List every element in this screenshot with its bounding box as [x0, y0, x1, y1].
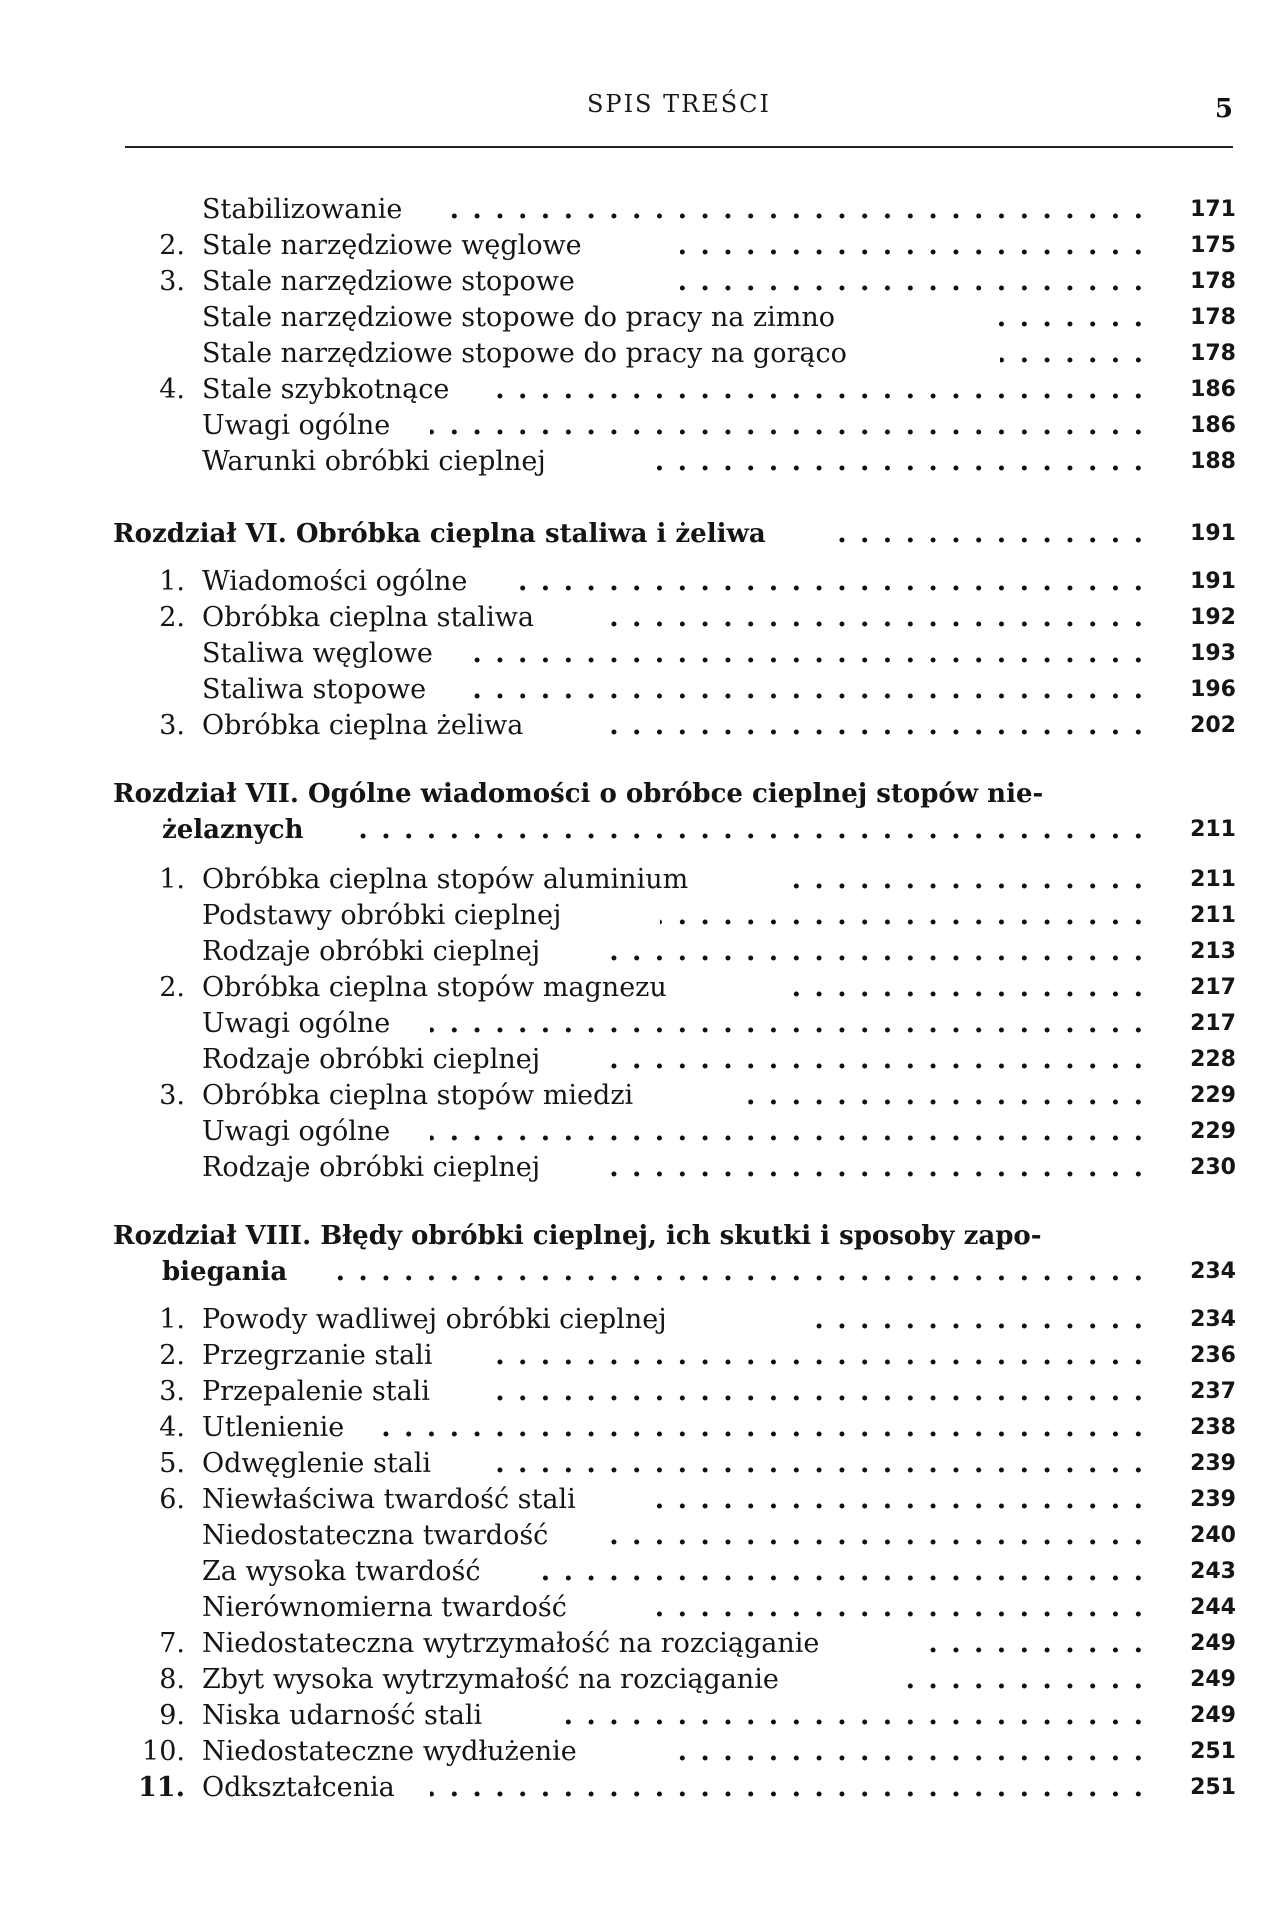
toc-entry-number: 9. [159, 1700, 185, 1731]
toc-entry [0, 1734, 1283, 1770]
toc-entry-page: 229 [1190, 1119, 1236, 1144]
toc-entry-page: 234 [1190, 1307, 1236, 1332]
toc-entry-page: 238 [1190, 1415, 1236, 1440]
toc-entry-number: 1. [159, 566, 185, 597]
toc-entry-label: Rodzaje obróbki cieplnej [202, 936, 541, 967]
toc-entry-page: 236 [1190, 1343, 1236, 1368]
toc-entry-page: 249 [1190, 1703, 1236, 1728]
chapter-heading-continuation [0, 1254, 1283, 1290]
toc-entry-number: 11. [138, 1772, 185, 1803]
toc-entry-page: 213 [1190, 939, 1236, 964]
toc-entry [0, 336, 1283, 372]
leader-dots [480, 1338, 1145, 1374]
leader-dots [480, 1374, 1145, 1410]
leader-dots [430, 408, 1145, 444]
toc-entry-page: 211 [1190, 817, 1236, 842]
toc-entry-page: 217 [1190, 975, 1236, 1000]
toc-entry-page: 186 [1190, 377, 1236, 402]
toc-entry-page: 186 [1190, 413, 1236, 438]
toc-entry-page: 239 [1190, 1451, 1236, 1476]
toc-entry-page: 171 [1190, 197, 1236, 222]
toc-entry-number: 2. [159, 1340, 185, 1371]
toc-entry [0, 636, 1283, 672]
toc-entry [0, 1518, 1283, 1554]
toc-entry-label: Obróbka cieplna stopów miedzi [202, 1080, 634, 1111]
toc-entry-number: 3. [159, 710, 185, 741]
toc-entry-label: Powody wadliwej obróbki cieplnej [202, 1304, 667, 1335]
toc-entry-number: 1. [159, 1304, 185, 1335]
toc-entry [0, 1626, 1283, 1662]
toc-entry-label: Stale narzędziowe węglowe [202, 230, 582, 261]
toc-entry-page: 188 [1190, 449, 1236, 474]
toc-entry [0, 1590, 1283, 1626]
toc-entry [0, 1662, 1283, 1698]
toc-entry-label: Stale narzędziowe stopowe do pracy na gorąco [202, 338, 847, 369]
toc-entry-page: 202 [1190, 713, 1236, 738]
chapter-title: Rozdział VIII. Błędy obróbki cieplnej, ich skutki i sposoby zapo- [113, 1221, 1042, 1251]
toc-entry [0, 1374, 1283, 1410]
toc-entry-page: 175 [1190, 233, 1236, 258]
toc-entry-label: Niewłaściwa twardość stali [202, 1484, 576, 1515]
toc-entry-label: Stabilizowanie [202, 194, 403, 225]
toc-entry-label: Staliwa stopowe [202, 674, 427, 705]
leader-dots [470, 636, 1145, 672]
toc-entry-label: Zbyt wysoka wytrzymałość na rozciąganie [202, 1664, 779, 1695]
toc-entry-label: Uwagi ogólne [202, 1116, 391, 1147]
toc-entry-label: Rodzaje obróbki cieplnej [202, 1152, 541, 1183]
leader-dots [640, 1590, 1145, 1626]
leader-dots [490, 372, 1145, 408]
toc-entry [0, 1114, 1283, 1150]
toc-entry-page: 178 [1190, 341, 1236, 366]
leader-dots [470, 672, 1145, 708]
toc-entry-label: Obróbka cieplna żeliwa [202, 710, 524, 741]
toc-entry-number: 10. [142, 1736, 185, 1767]
toc-entry-label: Za wysoka twardość [202, 1556, 481, 1587]
header-rule [125, 146, 1233, 148]
toc-entry-page: 191 [1190, 521, 1236, 546]
toc-entry-number: 5. [159, 1448, 185, 1479]
toc-entry-page: 249 [1190, 1667, 1236, 1692]
toc-entry-label: Niedostateczne wydłużenie [202, 1736, 577, 1767]
toc-entry-page: 243 [1190, 1559, 1236, 1584]
toc-entry-label: Odwęglenie stali [202, 1448, 432, 1479]
chapter-title: Rozdział VII. Ogólne wiadomości o obróbce cieplnej stopów nie- [113, 779, 1044, 809]
toc-entry [0, 672, 1283, 708]
toc-entry [0, 408, 1283, 444]
toc-entry-page: 191 [1190, 569, 1236, 594]
toc-entry-label: Przegrzanie stali [202, 1340, 433, 1371]
toc-entry-label: Wiadomości ogólne [202, 566, 468, 597]
toc-entry [0, 1410, 1283, 1446]
toc-entry [0, 1338, 1283, 1374]
leader-dots [560, 1698, 1145, 1734]
toc-entry-label: Uwagi ogólne [202, 1008, 391, 1039]
toc-entry-page: 249 [1190, 1631, 1236, 1656]
toc-entry-page: 178 [1190, 269, 1236, 294]
leader-dots [900, 1662, 1145, 1698]
toc-entry [0, 898, 1283, 934]
toc-entry-number: 3. [159, 1376, 185, 1407]
leader-dots [610, 1042, 1145, 1078]
toc-entry-label: Odkształcenia [202, 1772, 395, 1803]
chapter-heading [0, 1218, 1283, 1254]
toc-entry-page: 237 [1190, 1379, 1236, 1404]
toc-entry-label: Uwagi ogólne [202, 410, 391, 441]
toc-entry-label: Staliwa węglowe [202, 638, 433, 669]
toc-entry [0, 862, 1283, 898]
leader-dots [920, 1626, 1145, 1662]
leader-dots [610, 1150, 1145, 1186]
toc-entry-label: Obróbka cieplna stopów aluminium [202, 864, 689, 895]
toc-entry-number: 7. [159, 1628, 185, 1659]
toc-entry-page: 234 [1190, 1259, 1236, 1284]
chapter-title: żelaznych [162, 815, 304, 845]
leader-dots [780, 862, 1145, 898]
leader-dots [310, 1254, 1145, 1290]
leader-dots [610, 708, 1145, 744]
toc-entry [0, 1770, 1283, 1806]
toc-entry [0, 1006, 1283, 1042]
header-title: SPIS TREŚCI [586, 90, 772, 118]
toc-entry-page: 251 [1190, 1739, 1236, 1764]
leader-dots [780, 970, 1145, 1006]
toc-entry [0, 300, 1283, 336]
chapter-heading-continuation [0, 812, 1283, 848]
leader-dots [680, 264, 1145, 300]
toc-entry-label: Stale narzędziowe stopowe [202, 266, 575, 297]
toc-entry-page: 196 [1190, 677, 1236, 702]
toc-entry-page: 228 [1190, 1047, 1236, 1072]
toc-entry-number: 8. [159, 1664, 185, 1695]
toc-entry [0, 1302, 1283, 1338]
toc-entry-page: 178 [1190, 305, 1236, 330]
leader-dots [640, 1482, 1145, 1518]
toc-entry-number: 4. [159, 374, 185, 405]
leader-dots [430, 1006, 1145, 1042]
chapter-title: biegania [162, 1257, 288, 1287]
toc-entry-label: Nierównomierna twardość [202, 1592, 567, 1623]
toc-entry-label: Stale szybkotnące [202, 374, 450, 405]
toc-entry [0, 600, 1283, 636]
leader-dots [610, 934, 1145, 970]
toc-entry-page: 229 [1190, 1083, 1236, 1108]
toc-entry-label: Niedostateczna twardość [202, 1520, 549, 1551]
toc-entry-label: Utlenienie [202, 1412, 345, 1443]
leader-dots [990, 300, 1145, 336]
leader-dots [670, 1734, 1145, 1770]
leader-dots [600, 1518, 1145, 1554]
toc-entry-page: 211 [1190, 903, 1236, 928]
toc-entry-number: 1. [159, 864, 185, 895]
toc-entry-label: Niska udarność stali [202, 1700, 483, 1731]
toc-entry [0, 1042, 1283, 1078]
toc-entry [0, 1554, 1283, 1590]
leader-dots [740, 1078, 1145, 1114]
leader-dots [480, 1446, 1145, 1482]
leader-dots [640, 444, 1145, 480]
header-page-number: 5 [1214, 94, 1233, 124]
toc-entry-number: 3. [159, 1080, 185, 1111]
toc-entry [0, 444, 1283, 480]
leader-dots [540, 1554, 1145, 1590]
chapter-heading [0, 776, 1283, 812]
toc-entry [0, 1446, 1283, 1482]
toc-entry [0, 1698, 1283, 1734]
leader-dots [520, 564, 1145, 600]
leader-dots [660, 898, 1145, 934]
toc-entry [0, 564, 1283, 600]
toc-entry-number: 2. [159, 230, 185, 261]
toc-entry-number: 4. [159, 1412, 185, 1443]
leader-dots [430, 1770, 1145, 1806]
page-header [125, 90, 1233, 130]
toc-entry [0, 970, 1283, 1006]
chapter-title: Rozdział VI. Obróbka cieplna staliwa i żeliwa [113, 519, 766, 549]
leader-dots [830, 516, 1145, 552]
leader-dots [370, 1410, 1145, 1446]
toc-entry-page: 251 [1190, 1775, 1236, 1800]
leader-dots [1000, 336, 1145, 372]
leader-dots [345, 812, 1145, 848]
toc-entry-page: 230 [1190, 1155, 1236, 1180]
toc-entry-label: Obróbka cieplna staliwa [202, 602, 534, 633]
toc-entry-label: Podstawy obróbki cieplnej [202, 900, 562, 931]
toc-entry-label: Stale narzędziowe stopowe do pracy na zimno [202, 302, 836, 333]
toc-entry [0, 1482, 1283, 1518]
toc-entry-page: 217 [1190, 1011, 1236, 1036]
toc-entry [0, 192, 1283, 228]
toc-entry-label: Rodzaje obróbki cieplnej [202, 1044, 541, 1075]
toc-entry [0, 708, 1283, 744]
toc-entry-number: 2. [159, 972, 185, 1003]
leader-dots [440, 192, 1145, 228]
leader-dots [680, 228, 1145, 264]
toc-entry-page: 193 [1190, 641, 1236, 666]
toc-entry-number: 3. [159, 266, 185, 297]
toc-entry [0, 1150, 1283, 1186]
toc-entry [0, 228, 1283, 264]
toc-entry-label: Niedostateczna wytrzymałość na rozciąganie [202, 1628, 820, 1659]
toc-entry [0, 264, 1283, 300]
toc-entry-page: 240 [1190, 1523, 1236, 1548]
toc-entry-page: 211 [1190, 867, 1236, 892]
toc-entry-number: 2. [159, 602, 185, 633]
leader-dots [800, 1302, 1145, 1338]
toc-entry-label: Przepalenie stali [202, 1376, 430, 1407]
toc-entry [0, 934, 1283, 970]
toc-entry-number: 6. [159, 1484, 185, 1515]
chapter-heading [0, 516, 1283, 552]
toc-entry-page: 239 [1190, 1487, 1236, 1512]
toc-entry-page: 244 [1190, 1595, 1236, 1620]
toc-entry [0, 372, 1283, 408]
toc-entry-page: 192 [1190, 605, 1236, 630]
toc-entry [0, 1078, 1283, 1114]
toc-entry-label: Warunki obróbki cieplnej [202, 446, 546, 477]
toc-entry-label: Obróbka cieplna stopów magnezu [202, 972, 667, 1003]
leader-dots [610, 600, 1145, 636]
leader-dots [430, 1114, 1145, 1150]
